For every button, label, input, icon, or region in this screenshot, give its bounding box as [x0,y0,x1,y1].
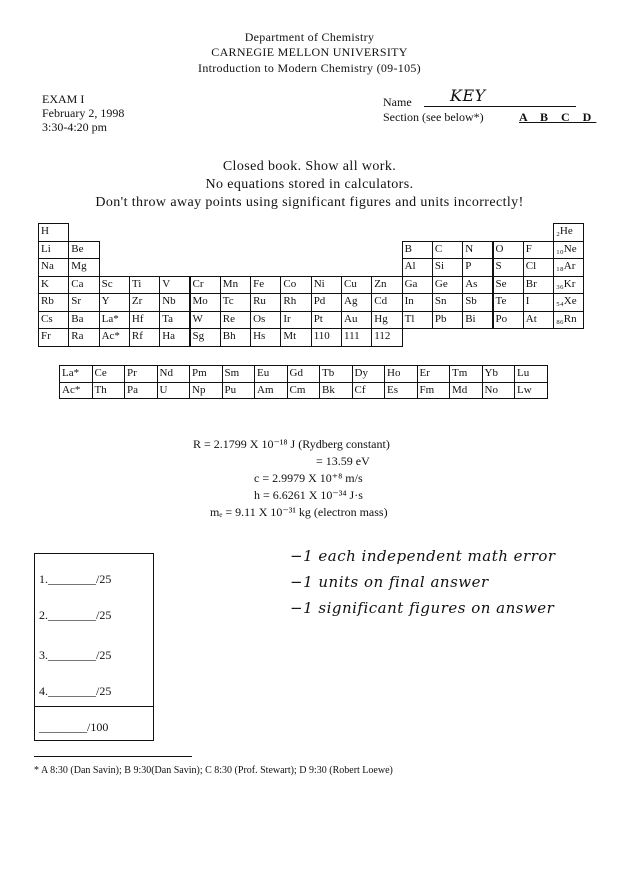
element-cell: 111 [341,328,372,347]
exam-title: EXAM I [42,92,85,106]
actinide-cell: U [157,382,191,400]
element-cell: Rh [280,293,311,312]
lanthanide-cell: Nd [157,365,191,383]
element-cell: Ag [341,293,372,312]
section-footnote: * A 8:30 (Dan Savin); B 9:30(Dan Savin); C 8:30 (Prof. Stewart); D 9:30 (Robert Loewe) [34,765,393,776]
element-cell: Sc [99,276,130,295]
actinide-cell: Md [449,382,483,400]
exam-time: 3:30-4:20 pm [42,120,107,134]
element-cell: Li [38,241,69,260]
element-cell: Ti [129,276,160,295]
element-cell: Cu [341,276,372,295]
element-cell: Si [432,258,463,277]
element-cell: Ir [280,311,311,330]
lanthanide-cell: Pr [124,365,158,383]
score-q4: 4.________/25 [39,684,112,698]
element-cell: Ga [402,276,433,295]
element-cell: Ba [68,311,99,330]
name-value: KEY [450,86,486,105]
element-cell: Ta [159,311,190,330]
element-cell: Pd [311,293,342,312]
actinide-cell: Fm [417,382,451,400]
element-cell: Po [493,311,524,330]
element-cell: Ge [432,276,463,295]
element-cell: ₈₆Rn [553,311,584,330]
element-cell: Co [280,276,311,295]
actinide-cell: Ac* [59,382,93,400]
element-cell: Cd [371,293,402,312]
actinide-cell: Np [189,382,223,400]
element-cell: Ac* [99,328,130,347]
element-cell: Sg [190,328,221,347]
element-cell: Te [493,293,524,312]
lanthanide-cell: Er [417,365,451,383]
planck-constant: h = 6.6261 X 10⁻³⁴ J·s [254,488,363,502]
name-label: Name [383,95,412,109]
grading-note-sigfigs: −1 significant figures on answer [290,599,555,617]
element-cell: ₅₄Xe [553,293,584,312]
element-cell: Ni [311,276,342,295]
element-cell: Hf [129,311,160,330]
lanthanide-cell: La* [59,365,93,383]
element-cell: Fr [38,328,69,347]
element-cell: Ra [68,328,99,347]
element-cell: ₁₀Ne [553,241,584,260]
element-cell: 112 [371,328,402,347]
score-q2: 2.________/25 [39,608,112,622]
section-label: Section (see below*) [383,110,484,124]
element-cell: W [190,311,221,330]
element-cell: Hs [250,328,281,347]
element-cell: At [523,311,554,330]
element-cell: Cr [190,276,221,295]
actinide-cell: Th [92,382,126,400]
element-cell: S [493,258,524,277]
instruction-line-3: Don't throw away points using significant figures and units incorrectly! [95,195,524,210]
element-cell: Mt [280,328,311,347]
element-cell: O [493,241,524,260]
score-total: ________/100 [39,720,109,734]
element-cell: Zr [129,293,160,312]
element-cell: Pt [311,311,342,330]
element-cell: P [462,258,493,277]
element-cell: C [432,241,463,260]
element-cell: Mn [220,276,251,295]
element-cell: Tc [220,293,251,312]
element-cell: La* [99,311,130,330]
element-cell: Pb [432,311,463,330]
instruction-line-2: No equations stored in calculators. [205,177,414,192]
element-cell: Rb [38,293,69,312]
actinide-cell: Pu [222,382,256,400]
element-cell: Sb [462,293,493,312]
element-cell: In [402,293,433,312]
footnote-rule [34,756,192,757]
lanthanide-cell: Dy [352,365,386,383]
element-cell: Zn [371,276,402,295]
actinide-cell: Lw [514,382,548,400]
element-cell: N [462,241,493,260]
element-cell: Se [493,276,524,295]
grading-note-units: −1 units on final answer [290,573,489,591]
element-cell: Tl [402,311,433,330]
speed-of-light: c = 2.9979 X 10⁺⁸ m/s [254,471,363,485]
element-cell: Y [99,293,130,312]
element-cell: Os [250,311,281,330]
actinide-cell: Am [254,382,288,400]
element-cell: H [38,223,69,242]
element-cell: Ca [68,276,99,295]
lanthanide-cell: Sm [222,365,256,383]
element-cell: 110 [311,328,342,347]
lanthanide-cell: Lu [514,365,548,383]
name-underline [424,106,576,107]
element-cell: ₁₈Ar [553,258,584,277]
electron-mass: mₑ = 9.11 X 10⁻³¹ kg (electron mass) [210,505,388,519]
lanthanide-cell: Eu [254,365,288,383]
lanthanide-cell: Yb [482,365,516,383]
score-box [34,553,154,741]
lanthanide-cell: Tb [319,365,353,383]
element-cell: K [38,276,69,295]
element-cell: Be [68,241,99,260]
actinide-cell: Bk [319,382,353,400]
actinide-cell: Cf [352,382,386,400]
element-cell: I [523,293,554,312]
element-cell: Sn [432,293,463,312]
section-options: A B C D [519,110,597,124]
score-q3: 3.________/25 [39,648,112,662]
element-cell: Br [523,276,554,295]
element-cell: ₂He [553,223,584,242]
actinide-cell: Es [384,382,418,400]
exam-date: February 2, 1998 [42,106,125,120]
score-q1: 1.________/25 [39,572,112,586]
element-cell: Ha [159,328,190,347]
score-divider [35,706,153,707]
element-cell: Cs [38,311,69,330]
lanthanide-cell: Gd [287,365,321,383]
element-cell: Bh [220,328,251,347]
actinide-cell: No [482,382,516,400]
instruction-line-1: Closed book. Show all work. [222,159,397,174]
element-cell: Au [341,311,372,330]
element-cell: Sr [68,293,99,312]
lanthanide-cell: Tm [449,365,483,383]
element-cell: F [523,241,554,260]
element-cell: As [462,276,493,295]
element-cell: Bi [462,311,493,330]
element-cell: Na [38,258,69,277]
element-cell: ₃₆Kr [553,276,584,295]
course-title: Introduction to Modern Chemistry (09-105) [198,61,421,75]
element-cell: Ru [250,293,281,312]
university-title: CARNEGIE MELLON UNIVERSITY [211,45,408,59]
rydberg-constant-ev: = 13.59 eV [316,454,370,468]
element-cell: Cl [523,258,554,277]
element-cell: Nb [159,293,190,312]
lanthanide-cell: Ho [384,365,418,383]
element-cell: Re [220,311,251,330]
actinide-cell: Pa [124,382,158,400]
element-cell: Rf [129,328,160,347]
element-cell: Mo [190,293,221,312]
rydberg-constant-joules: R = 2.1799 X 10⁻¹⁸ J (Rydberg constant) [193,437,390,451]
element-cell: Mg [68,258,99,277]
element-cell: Fe [250,276,281,295]
actinide-cell: Cm [287,382,321,400]
grading-note-math: −1 each independent math error [290,547,556,565]
element-cell: Al [402,258,433,277]
lanthanide-cell: Pm [189,365,223,383]
element-cell: V [159,276,190,295]
element-cell: B [402,241,433,260]
lanthanide-cell: Ce [92,365,126,383]
element-cell: Hg [371,311,402,330]
department-title: Department of Chemistry [244,30,375,44]
